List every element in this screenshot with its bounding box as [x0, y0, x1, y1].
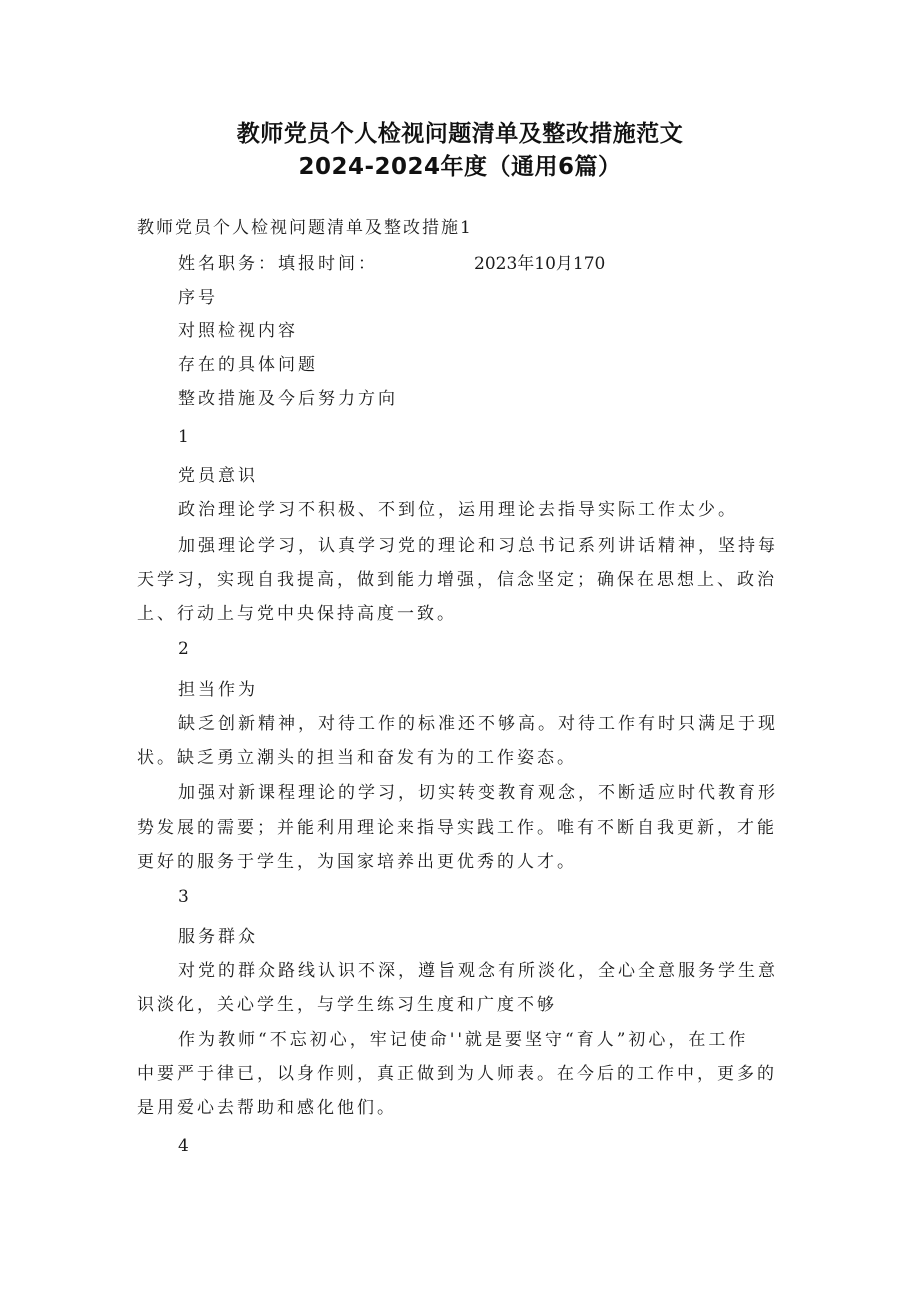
- item-topic: 党员意识: [178, 466, 258, 486]
- info-label: 姓名职务：填报时间：: [178, 254, 378, 274]
- table-header-problem: 存在的具体问题: [178, 355, 318, 375]
- item-problem-line: 政治理论学习不积极、不到位，运用理论去指导实际工作太少。: [178, 500, 738, 520]
- item-measure-line: 上、行动上与党中央保持高度一致。: [137, 604, 457, 624]
- document-title-line-2: 2024-2024年度（通用6篇）: [298, 154, 622, 180]
- item-number: 2: [178, 639, 189, 659]
- item-measure-line: 加强理论学习，认真学习党的理论和习总书记系列讲话精神，坚持每: [178, 536, 778, 556]
- document-title-line-1: 教师党员个人检视问题清单及整改措施范文: [236, 121, 684, 147]
- item-measure-line: 作为教师“不忘初心，牢记使命''就是要坚守“育人”初心，在工作: [178, 1030, 749, 1050]
- info-date: 2023年10月170: [474, 254, 606, 274]
- item-number: 1: [178, 427, 189, 447]
- item-measure-line: 天学习，实现自我提高，做到能力增强，信念坚定；确保在思想上、政治: [137, 570, 777, 590]
- item-topic: 服务群众: [178, 927, 258, 947]
- item-measure-line: 是用爱心去帮助和感化他们。: [137, 1098, 397, 1118]
- item-problem-line: 状。缺乏勇立潮头的担当和奋发有为的工作姿态。: [137, 748, 577, 768]
- item-measure-line: 中要严于律已，以身作则，真正做到为人师表。在今后的工作中，更多的: [137, 1064, 777, 1084]
- table-header-content: 对照检视内容: [178, 321, 298, 341]
- item-measure-line: 势发展的需要；并能利用理论来指导实践工作。唯有不断自我更新，才能: [137, 818, 777, 838]
- item-problem-line: 识淡化，关心学生，与学生练习生度和广度不够: [137, 995, 557, 1015]
- item-problem-line: 对党的群众路线认识不深，遵旨观念有所淡化，全心全意服务学生意: [178, 961, 778, 981]
- section-heading: 教师党员个人检视问题清单及整改措施1: [137, 218, 473, 238]
- item-problem-line: 缺乏创新精神，对待工作的标准还不够高。对待工作有时只满足于现: [178, 714, 778, 734]
- item-number: 3: [178, 887, 189, 907]
- item-measure-line: 更好的服务于学生，为国家培养出更优秀的人才。: [137, 852, 577, 872]
- table-header-measures: 整改措施及今后努力方向: [178, 389, 398, 409]
- item-measure-line: 加强对新课程理论的学习，切实转变教育观念，不断适应时代教育形: [178, 783, 778, 803]
- item-number: 4: [178, 1136, 189, 1156]
- table-header-number: 序号: [178, 288, 218, 308]
- item-topic: 担当作为: [178, 680, 258, 700]
